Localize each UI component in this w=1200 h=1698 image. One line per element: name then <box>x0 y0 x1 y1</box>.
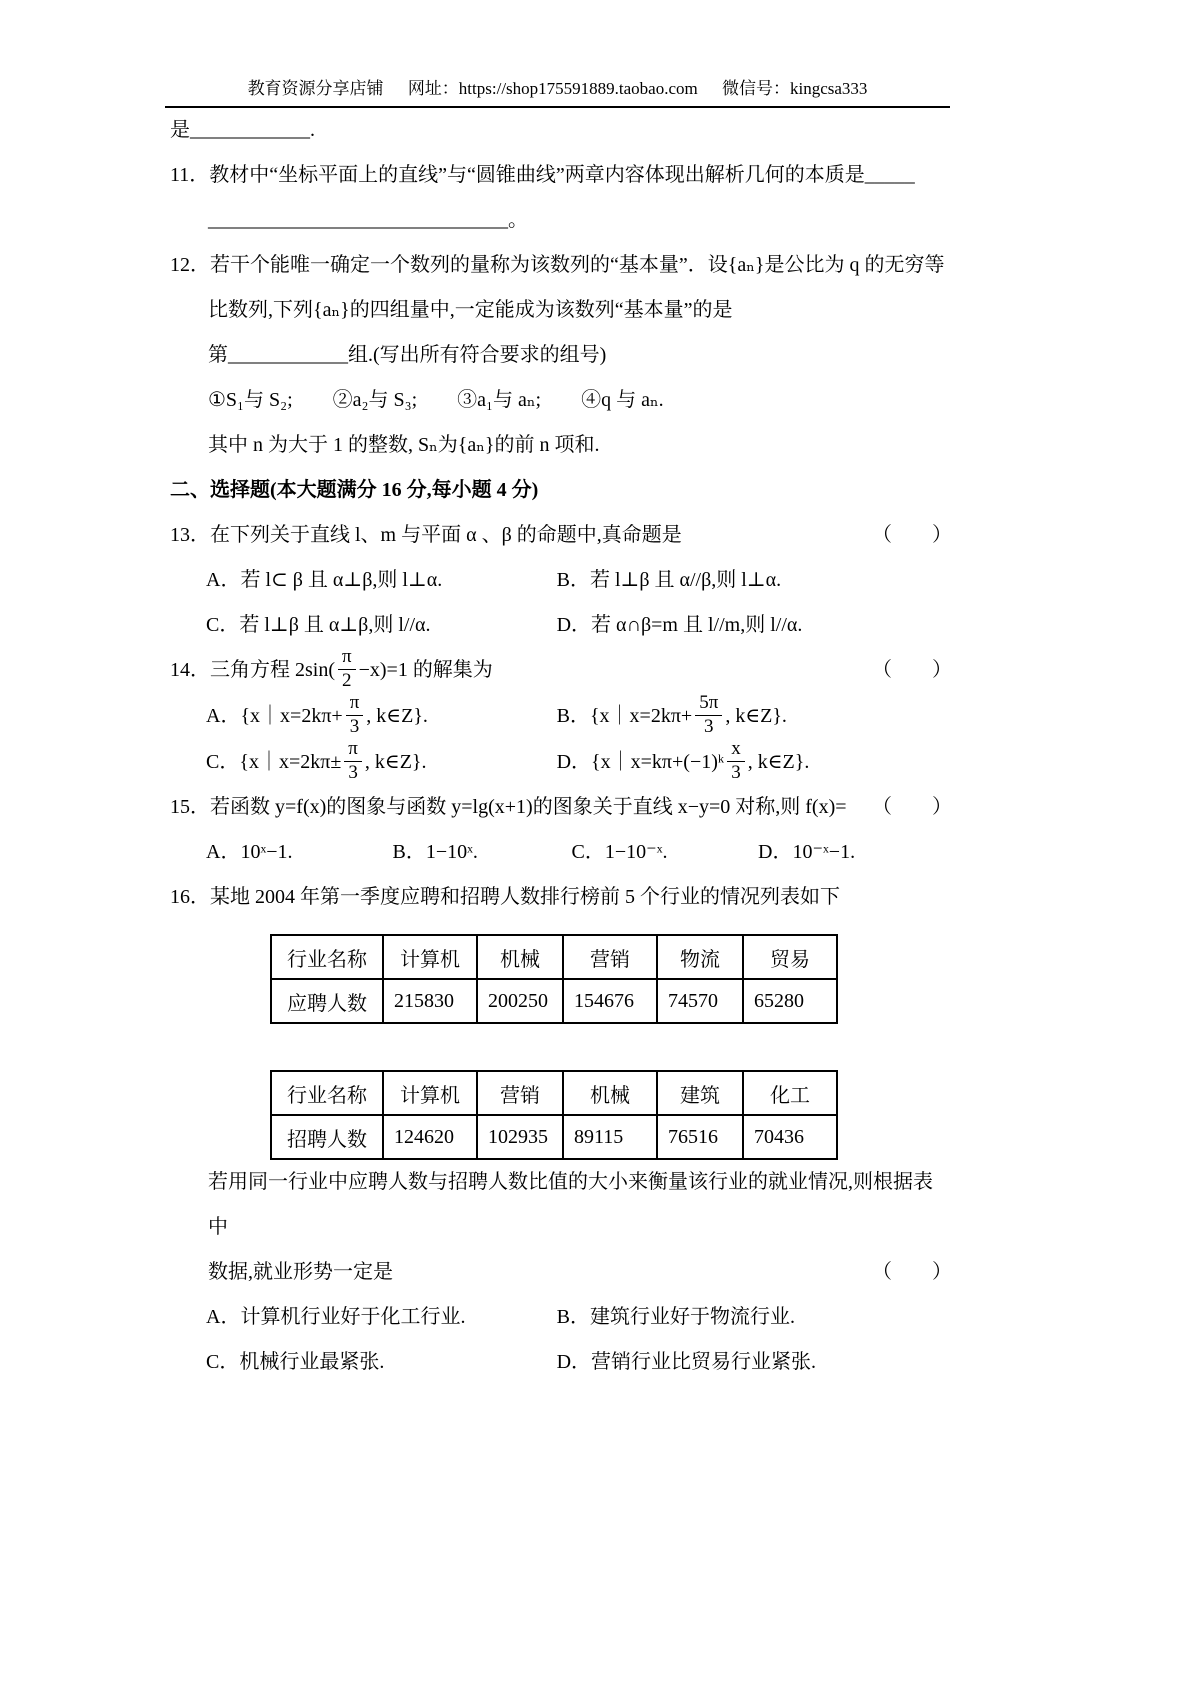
table-cell: 计算机 <box>383 1071 477 1115</box>
fraction-denominator: 3 <box>349 715 360 737</box>
q16-note2: 数据,就业形势一定是 <box>208 1261 393 1284</box>
q14-option-b-post: , k∈Z}. <box>725 704 787 727</box>
q14-option-d-post: , k∈Z}. <box>747 750 810 773</box>
q13-stem-row <box>170 513 952 558</box>
q11-line1: 11．教材中“坐标平面上的直线”与“圆锥曲线”两章内容体现出解析几何的本质是_____ <box>170 164 915 186</box>
shop-url: 网址：https://shop175591889.taobao.com <box>407 79 698 98</box>
q16-note1: 若用同一行业中应聘人数与招聘人数比值的大小来衡量该行业的就业情况,则根据表中 <box>208 1171 933 1239</box>
table-cell: 机械 <box>563 1071 657 1115</box>
q16-options-ab <box>170 1295 952 1340</box>
q14-option-a <box>206 691 557 740</box>
table-cell: 154676 <box>563 979 657 1023</box>
fraction <box>344 739 362 784</box>
table-cell: 200250 <box>477 979 563 1023</box>
table-cell: 营销 <box>563 935 657 979</box>
shop-name: 教育资源分享店铺 <box>247 79 384 98</box>
q16-answer-bracket: （ ） <box>872 1261 952 1284</box>
q16-option-c: C．机械行业最紧张. <box>206 1351 385 1374</box>
q14-option-b <box>556 691 952 740</box>
table-cell: 应聘人数 <box>271 979 383 1023</box>
table-cell: 行业名称 <box>271 935 383 979</box>
table-cell: 215830 <box>383 979 477 1023</box>
q12-note: 其中 n 为大于 1 的整数, Sₙ为{aₙ}的前 n 项和. <box>208 434 600 456</box>
fraction-denominator: 3 <box>731 761 741 783</box>
applicants-table-header-row <box>271 935 837 979</box>
q14-option-b-pre: B．{x｜x=2kπ+ <box>556 704 693 727</box>
q14-option-d-pre: D．{x｜x=kπ+(−1)ᵏ <box>556 750 725 773</box>
q16-stem: 16．某地 2004 年第一季度应聘和招聘人数排行榜前 5 个行业的情况列表如下 <box>170 886 840 909</box>
q14-option-c-pre: C．{x｜x=2kπ± <box>206 750 342 773</box>
q16-options-cd <box>170 1340 952 1385</box>
table-cell: 机械 <box>477 935 563 979</box>
q16-note2-row <box>170 1250 952 1295</box>
q12-line2: 比数列,下列{aₙ}的四组量中,一定能成为该数列“基本量”的是 <box>208 299 733 321</box>
table-cell: 招聘人数 <box>271 1115 383 1159</box>
q14-options-cd <box>170 737 952 786</box>
q14-option-c <box>206 737 557 786</box>
q16-option-d: D．营销行业比贸易行业紧张. <box>556 1351 817 1374</box>
q13-option-d: D．若 α∩β=m 且 l//m,则 l//α. <box>556 614 803 636</box>
q15-option-b: B．1−10ˣ. <box>392 841 478 864</box>
fraction <box>346 693 364 738</box>
recruiters-table-data-row <box>271 1115 837 1159</box>
recruiters-table-header-row <box>271 1071 837 1115</box>
fraction-numerator: π <box>338 647 356 670</box>
fraction-numerator: x <box>727 739 745 762</box>
table-cell: 70436 <box>743 1115 837 1159</box>
q11-line2-blank: ______________________________。 <box>208 209 528 231</box>
q12-line1: 12．若干个能唯一确定一个数列的量称为该数列的“基本量”．设{aₙ}是公比为 q 的无穷等 <box>170 254 945 276</box>
fraction-numerator: π <box>346 693 364 716</box>
table-cell: 物流 <box>657 935 743 979</box>
q16-option-a: A．计算机行业好于化工行业. <box>206 1306 466 1329</box>
q15-option-c: C．1−10⁻ˣ. <box>571 841 668 864</box>
recruiters-table <box>270 1070 838 1160</box>
q14-option-d <box>556 737 952 786</box>
q13-options-ab <box>170 558 952 603</box>
fraction-denominator: 2 <box>342 669 352 691</box>
q10-answer-blank: 是____________. <box>170 119 315 141</box>
q15-stem-row <box>170 785 952 830</box>
section2-title: 二、选择题(本大题满分 16 分,每小题 4 分) <box>170 479 539 501</box>
q13-stem: 13．在下列关于直线 l、m 与平面 α 、β 的命题中,真命题是 <box>170 524 682 546</box>
q12-line3-blank: 第____________组.(写出所有符合要求的组号) <box>208 344 607 366</box>
q15-answer-bracket: （ ） <box>872 796 952 819</box>
fraction <box>338 647 356 692</box>
table-cell: 65280 <box>743 979 837 1023</box>
q15-stem: 15．若函数 y=f(x)的图象与函数 y=lg(x+1)的图象关于直线 x−y=0 对称,则 f(x)= <box>170 796 847 819</box>
q14-stem-post: −x)=1 的解集为 <box>358 659 493 681</box>
q14-options-ab <box>170 691 952 740</box>
q14-option-c-post: , k∈Z}. <box>364 750 427 773</box>
q14-stem-pre: 14．三角方程 2sin( <box>170 659 335 681</box>
fraction <box>695 693 722 738</box>
table-cell: 74570 <box>657 979 743 1023</box>
q14-option-a-post: , k∈Z}. <box>366 704 428 727</box>
table-cell: 89115 <box>563 1115 657 1159</box>
table-cell: 124620 <box>383 1115 477 1159</box>
applicants-table-data-row <box>271 979 837 1023</box>
table-cell: 行业名称 <box>271 1071 383 1115</box>
table-cell: 化工 <box>743 1071 837 1115</box>
q13-option-b: B．若 l⊥β 且 α//β,则 l⊥α. <box>556 569 782 591</box>
q16-option-b: B．建筑行业好于物流行业. <box>556 1306 795 1329</box>
q13-answer-bracket: （ ） <box>872 524 952 546</box>
q15-option-d: D．10⁻ˣ−1. <box>758 841 856 864</box>
table-cell: 贸易 <box>743 935 837 979</box>
q14-stem <box>170 648 864 694</box>
shop-wechat: 微信号：kingcsa333 <box>722 79 868 98</box>
fraction-denominator: 3 <box>348 761 358 783</box>
table-cell: 计算机 <box>383 935 477 979</box>
fraction <box>727 739 745 784</box>
exam-content <box>170 108 952 1385</box>
q15-options <box>170 830 952 875</box>
table-cell: 建筑 <box>657 1071 743 1115</box>
fraction-denominator: 3 <box>704 715 714 737</box>
page-header <box>165 0 950 99</box>
q13-options-cd <box>170 603 952 648</box>
table-cell: 营销 <box>477 1071 563 1115</box>
q14-stem-row <box>170 648 952 694</box>
q14-option-a-pre: A．{x｜x=2kπ+ <box>206 704 343 727</box>
fraction-numerator: 5π <box>695 693 722 716</box>
q14-answer-bracket: （ ） <box>872 659 952 681</box>
fraction-numerator: π <box>344 739 362 762</box>
table-cell: 102935 <box>477 1115 563 1159</box>
q13-option-a: A．若 l⊂ β 且 α⊥β,则 l⊥α. <box>206 569 443 591</box>
table-cell: 76516 <box>657 1115 743 1159</box>
q13-option-c: C．若 l⊥β 且 α⊥β,则 l//α. <box>206 614 431 636</box>
q12-choices: ①S₁与 S₂; ②a₂与 S₃; ③a₁与 aₙ; ④q 与 aₙ. <box>208 389 664 411</box>
q15-option-a: A．10ˣ−1. <box>206 841 293 864</box>
applicants-table <box>270 934 838 1024</box>
